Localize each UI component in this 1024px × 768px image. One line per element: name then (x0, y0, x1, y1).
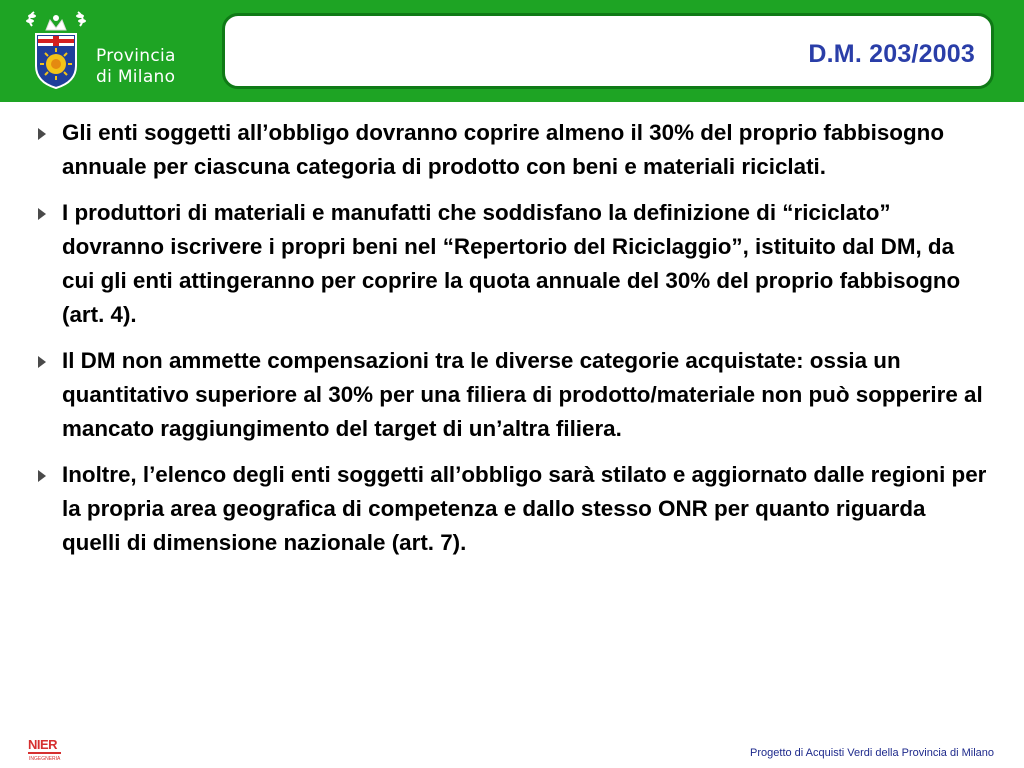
slide-title: D.M. 203/2003 (808, 40, 975, 68)
footer-caption: Progetto di Acquisti Verdi della Provincia di Milano (750, 747, 994, 759)
bullet-arrow-icon (38, 356, 46, 368)
coat-of-arms-icon (22, 8, 92, 90)
nier-ingegneria-logo (27, 736, 63, 762)
org-name-line1: Provincia (96, 46, 176, 66)
bullet-item (38, 344, 988, 446)
org-name-line2: di Milano (96, 67, 176, 87)
bullet-arrow-icon (38, 208, 46, 220)
bullet-list (38, 116, 988, 572)
bullet-text: Il DM non ammette compensazioni tra le diverse categorie acquistate: ossia un quantitativo superiore al 30% per una filiera di prodotto/materiale non può sopperire al mancato raggiungimento del target di un’altra filiera. (62, 348, 983, 441)
bullet-item (38, 116, 988, 184)
bullet-arrow-icon (38, 470, 46, 482)
bullet-arrow-icon (38, 128, 46, 140)
svg-text:NIER: NIER (28, 737, 58, 752)
bullet-item (38, 196, 988, 332)
header-band (0, 0, 1024, 102)
bullet-item (38, 458, 988, 560)
svg-text:INGEGNERIA: INGEGNERIA (29, 756, 61, 762)
title-box (222, 13, 994, 89)
logo-text (96, 46, 176, 88)
bullet-text: Inoltre, l’elenco degli enti soggetti all’obbligo sarà stilato e aggiornato dalle regioni per la propria area geografica di competenza e dallo stesso ONR per quanto riguarda quelli di dimensione nazionale (art. 7). (62, 462, 987, 555)
bullet-text: I produttori di materiali e manufatti che soddisfano la definizione di “riciclato” dovranno iscrivere i propri beni nel “Repertorio del Riciclaggio”, istituito dal DM, da cui gli enti attingeranno per coprire la quota annuale del 30% del proprio fabbisogno (art. 4). (62, 200, 961, 327)
bullet-text: Gli enti soggetti all’obbligo dovranno coprire almeno il 30% del proprio fabbisogno annuale per ciascuna categoria di prodotto con beni e materiali riciclati. (62, 120, 945, 179)
provincia-di-milano-logo (22, 8, 202, 96)
